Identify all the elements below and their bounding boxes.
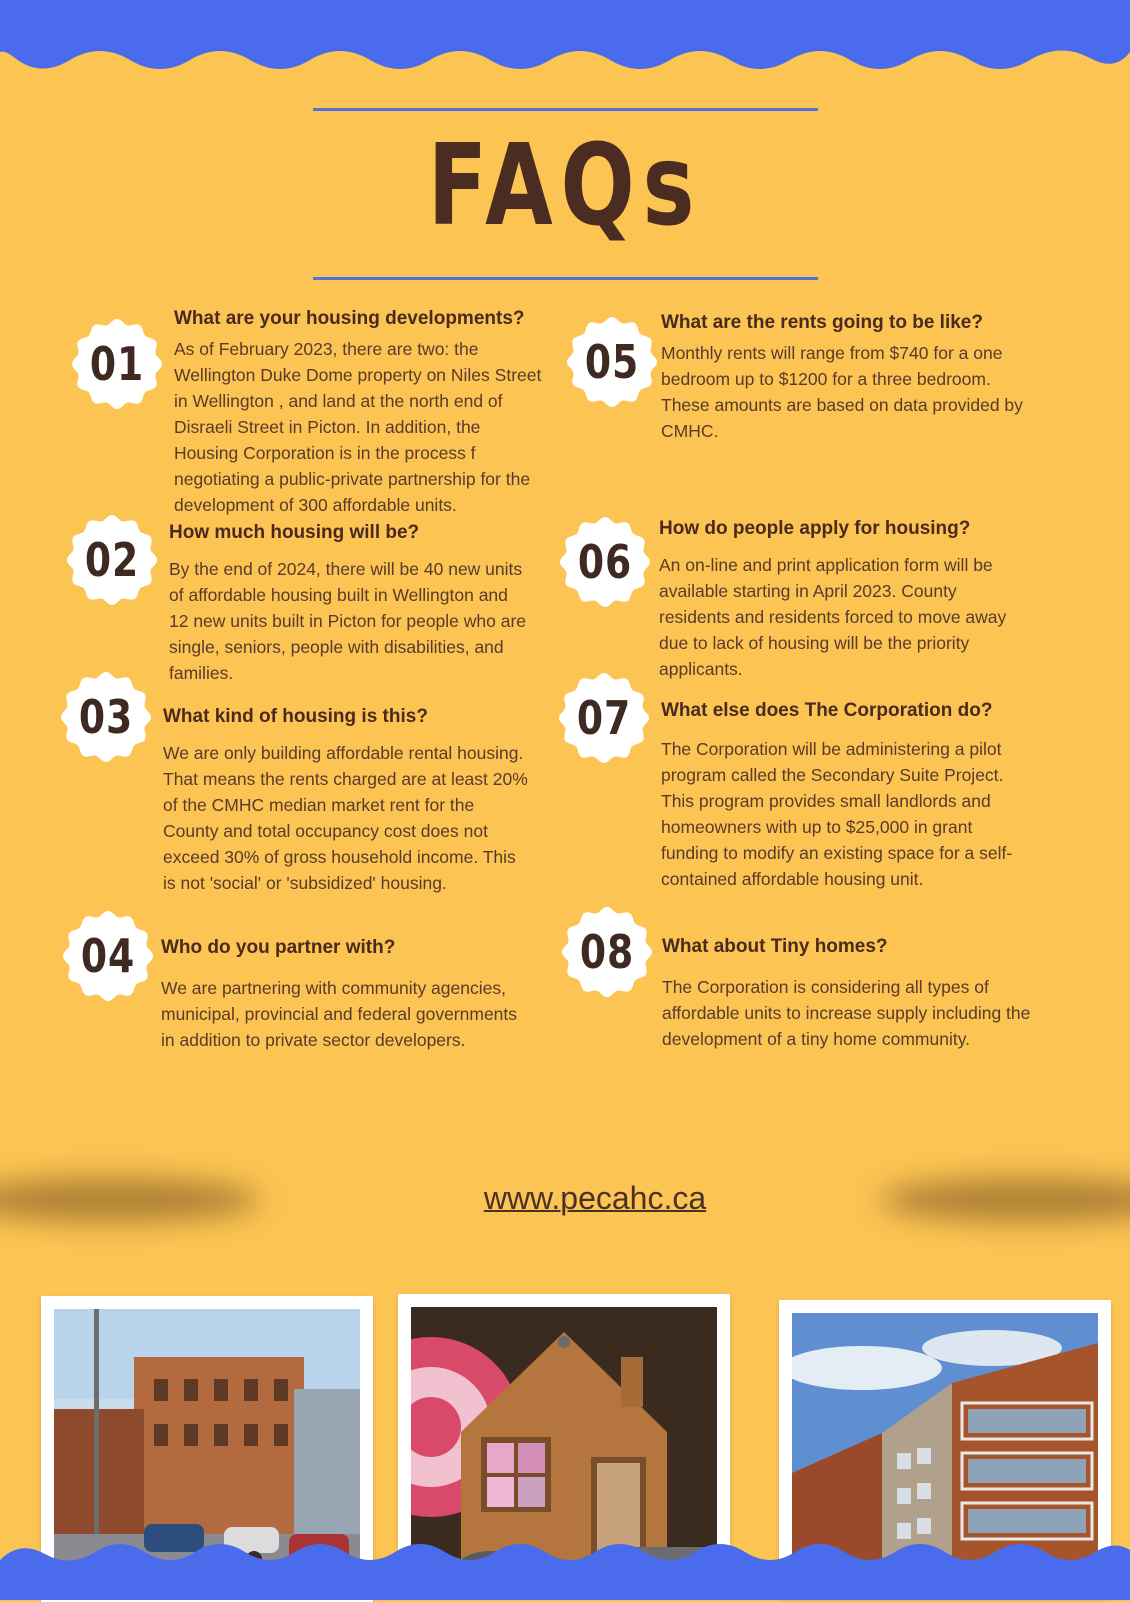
faq-item [174, 308, 544, 518]
faq-item [169, 522, 529, 686]
faq-item [662, 936, 1032, 1052]
faq-number: 07 [576, 691, 632, 745]
faq-number-badge [60, 671, 152, 763]
faq-question: What else does The Corporation do? [661, 700, 993, 721]
faq-number-badge [66, 514, 158, 606]
bottom-wave-border [0, 1530, 1130, 1600]
faq-question: What are your housing developments? [174, 308, 525, 329]
faq-number-badge [558, 672, 650, 764]
faq-answer: Monthly rents will range from $740 for a one bedroom up to $1200 for a three bedroom. These amounts are based on data provided by CMHC. [661, 343, 1023, 441]
faq-number: 06 [577, 535, 633, 589]
faq-item [661, 700, 1031, 892]
faq-number-badge [559, 516, 651, 608]
title-rule-top [313, 108, 818, 111]
faq-answer: We are partnering with community agencies, municipal, provincial and federal governments in addition to private sector developers. [161, 978, 518, 1050]
faq-answer: An on-line and print application form will be available starting in April 2023. County residents and residents forced to move away due to lack of housing will be the priority applicants. [659, 555, 1007, 679]
website-link[interactable]: www.pecahc.ca [483, 1180, 707, 1216]
faq-number-badge [566, 316, 658, 408]
faq-answer: The Corporation is considering all types of affordable units to increase supply including the development of a tiny home community. [662, 977, 1031, 1049]
faq-item [659, 518, 1029, 682]
faq-item [161, 937, 531, 1053]
faq-number: 02 [84, 533, 140, 587]
top-wave-border [0, 0, 1130, 80]
faq-answer: The Corporation will be administering a pilot program called the Secondary Suite Project. This program provides small landlords and homeowners with up to $25,000 in grant funding to modify an existing space for a self-contained affordable housing unit. [661, 739, 1013, 889]
faq-answer: We are only building affordable rental housing. That means the rents charged are at least 20% of the CMHC median market rent for the County and total occupancy cost does not exceed 30% of gross household income. This is not 'social' or 'subsidized' housing. [163, 743, 528, 893]
faq-number: 08 [579, 925, 635, 979]
faq-question: What kind of housing is this? [163, 706, 428, 727]
faq-number: 04 [80, 929, 136, 983]
faq-question: What about Tiny homes? [662, 936, 888, 957]
faq-number-badge [62, 910, 154, 1002]
faq-number: 01 [89, 337, 145, 391]
faq-number: 05 [584, 335, 640, 389]
faq-item [163, 706, 533, 896]
page-title: FAQs [427, 121, 703, 251]
faq-number-badge [561, 906, 653, 998]
faq-question: What are the rents going to be like? [661, 312, 983, 333]
faq-question: How do people apply for housing? [659, 518, 971, 539]
faq-answer: As of February 2023, there are two: the Wellington Duke Dome property on Niles Street in Wellington , and land at the north end of Disraeli Street in Picton. In addition, the Housing Corporation is in the process f negotiating a public-private partnership for the development of 300 affordable units. [174, 339, 542, 515]
faq-item [661, 312, 1031, 444]
faq-answer: By the end of 2024, there will be 40 new units of affordable housing built in Wellington and 12 new units built in Picton for people who are single, seniors, people with disabilities, and families. [169, 559, 527, 683]
faq-number: 03 [78, 690, 134, 744]
faq-number-badge [71, 318, 163, 410]
title-rule-bottom [313, 277, 818, 280]
faq-question: Who do you partner with? [161, 937, 396, 958]
faq-question: How much housing will be? [169, 522, 420, 543]
